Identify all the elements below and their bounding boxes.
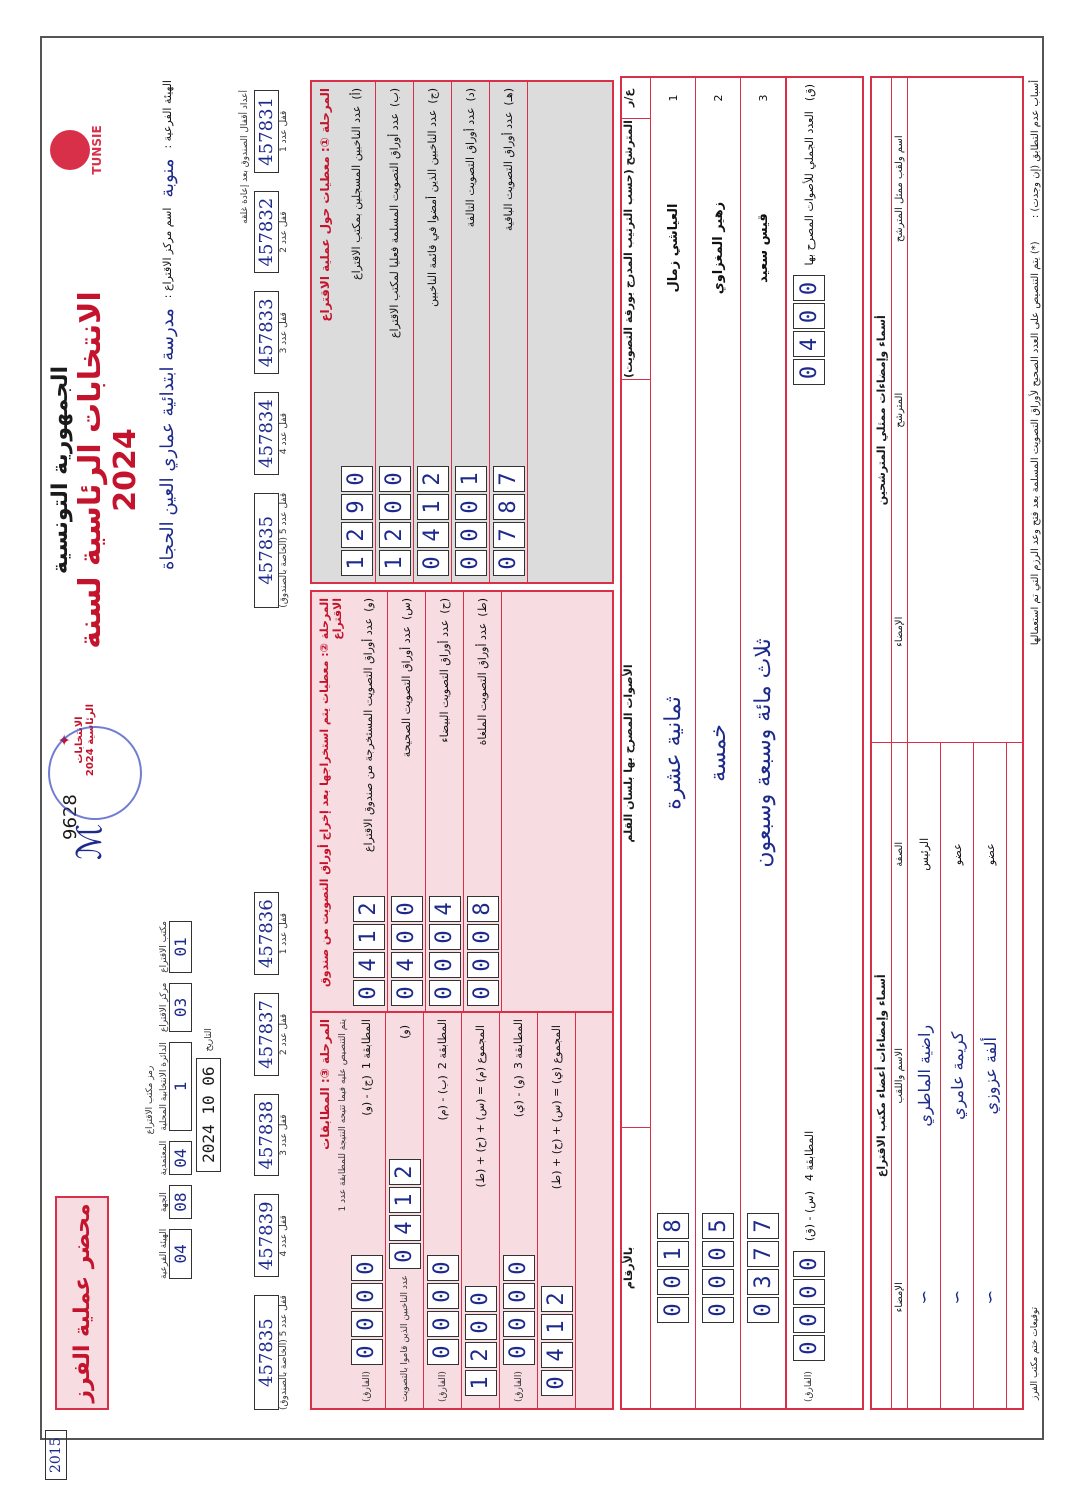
digit-cell: 2 bbox=[465, 1342, 497, 1368]
digit-cell: 0 bbox=[427, 1311, 459, 1337]
lock-value: 457835 bbox=[254, 1295, 279, 1410]
locks-before-row bbox=[254, 90, 289, 608]
reasons-label: أسباب عدم التطابق (إن وجدت) : bbox=[1030, 80, 1041, 219]
codes-row bbox=[159, 850, 192, 1350]
member-name: ألفة عزوزي bbox=[980, 1037, 1000, 1115]
candidate-votes-digits bbox=[747, 1213, 779, 1323]
code-label: مكتب الاقتراع bbox=[159, 921, 169, 973]
doc-title-box bbox=[55, 1196, 109, 1410]
match-formula: (ج) - (و) bbox=[360, 1075, 373, 1116]
digit-cell: 7 bbox=[493, 522, 525, 548]
digit-cell: 4 bbox=[353, 952, 385, 978]
code-label: الهيئة الفرعية bbox=[159, 1228, 169, 1279]
member-row bbox=[908, 744, 941, 1409]
digit-cell: 0 bbox=[427, 1255, 459, 1281]
digit-cell: 4 bbox=[429, 896, 461, 922]
digit-cell: 0 bbox=[503, 1283, 535, 1309]
digit-cell: 0 bbox=[455, 550, 487, 576]
lock-field bbox=[254, 1194, 289, 1277]
match-note: (الفارق) bbox=[361, 1371, 372, 1402]
member-role: الرئيس bbox=[917, 837, 931, 871]
members-cols bbox=[892, 744, 908, 1409]
row-digits bbox=[341, 466, 373, 576]
results-total-row bbox=[786, 78, 831, 1408]
digit-cell: 4 bbox=[793, 332, 825, 358]
row-digits bbox=[417, 466, 449, 576]
lock-label: قفل عدد 5 (الخاصة بالصندوق) bbox=[279, 492, 289, 608]
lock-value: 457838 bbox=[254, 1094, 279, 1177]
candidate-row bbox=[741, 78, 786, 1408]
digit-cell: 1 bbox=[353, 924, 385, 950]
stage3-note: يتم التنصيص عليه فيما تتيحه النتيجة للمطابقة عدد 1 bbox=[338, 1019, 348, 1212]
match4-digits bbox=[793, 1251, 825, 1361]
row-label: عدد أوراق التصويت التالفة bbox=[464, 107, 477, 228]
office-label: اسم مركز الاقتراع : bbox=[160, 207, 174, 299]
row-code: (ب) bbox=[388, 88, 401, 107]
match-row bbox=[462, 1013, 500, 1408]
code-value: 08 bbox=[169, 1186, 192, 1219]
digit-cell: 0 bbox=[465, 1286, 497, 1312]
candidate-number: 3 bbox=[756, 94, 770, 102]
code-value: 03 bbox=[169, 983, 192, 1032]
candidate-votes-words: ثمانية عشرة bbox=[660, 696, 686, 810]
digit-cell: 1 bbox=[657, 1241, 689, 1267]
row-code: (و) bbox=[362, 598, 375, 612]
digit-cell: 2 bbox=[341, 522, 373, 548]
members-block bbox=[872, 744, 1022, 1409]
lock-field bbox=[254, 1094, 289, 1177]
lock-value: 457832 bbox=[254, 191, 279, 274]
digit-cell: 1 bbox=[541, 1314, 573, 1340]
code-field bbox=[159, 983, 192, 1032]
row-code: (س) bbox=[400, 598, 413, 621]
digit-cell: 0 bbox=[541, 1370, 573, 1396]
digit-cell: 1 bbox=[379, 550, 411, 576]
match4-note: (الفارق) bbox=[804, 1371, 814, 1402]
code-field bbox=[159, 1042, 192, 1131]
members-title: أسماء وإمضاءات أعضاء مكتب الاقتراع bbox=[872, 744, 892, 1409]
candidate-row bbox=[696, 78, 741, 1408]
digit-cell: 0 bbox=[467, 980, 499, 1006]
stage-row bbox=[350, 592, 388, 1012]
lock-field bbox=[254, 90, 289, 173]
row-code: (ط) bbox=[476, 598, 489, 617]
row-label: عدد أوراق التصويت المستخرجة من صندوق الاقتراع bbox=[362, 617, 375, 853]
row-code: (ج) bbox=[426, 88, 439, 104]
isie-logo bbox=[50, 70, 140, 230]
match-note: (الفارق) bbox=[437, 1371, 448, 1402]
digit-cell: 0 bbox=[353, 980, 385, 1006]
digit-cell: 1 bbox=[341, 550, 373, 576]
digit-cell: 0 bbox=[429, 980, 461, 1006]
lock-field bbox=[254, 1295, 289, 1410]
code-field bbox=[159, 1186, 192, 1219]
results-col-num: ع/ر bbox=[622, 78, 650, 119]
row-digits bbox=[455, 466, 487, 576]
digit-cell: 0 bbox=[379, 494, 411, 520]
candidate-name: العياشي زمال bbox=[665, 203, 681, 293]
member-signature: ∼ bbox=[913, 1289, 935, 1305]
candidate-votes-digits-cell bbox=[702, 1128, 734, 1408]
digit-cell: 0 bbox=[467, 924, 499, 950]
digit-cell: 2 bbox=[389, 1159, 421, 1185]
match-row bbox=[348, 1013, 386, 1408]
digit-cell: 0 bbox=[351, 1255, 383, 1281]
delegation-value: منوبة bbox=[156, 158, 178, 198]
digit-cell: 4 bbox=[391, 952, 423, 978]
lock-value: 457839 bbox=[254, 1194, 279, 1277]
chair-sig-label: توقيعات ختم مكتب الفرز bbox=[1030, 1306, 1040, 1400]
date-value: 2024 10 06 bbox=[196, 1058, 221, 1172]
stage-row bbox=[376, 82, 414, 582]
election-title: الانتخابات الرئاسية لسنة 2024 bbox=[73, 291, 143, 649]
member-name: راضية الماطري bbox=[914, 1024, 934, 1127]
codes-title: رمز مكتب الاقتراع bbox=[145, 1065, 155, 1135]
digit-cell: 8 bbox=[657, 1213, 689, 1239]
row-label: عدد أوراق التصويت الباقية bbox=[502, 111, 515, 231]
digit-cell: 0 bbox=[503, 1311, 535, 1337]
match-digits bbox=[427, 1255, 459, 1365]
code-value: 04 bbox=[169, 1141, 192, 1176]
digit-cell: 0 bbox=[429, 924, 461, 950]
office-line bbox=[150, 80, 184, 780]
match-formula: المجموع (م) = (س) + (ح) + (ط) bbox=[474, 1025, 487, 1188]
digit-cell: 0 bbox=[503, 1255, 535, 1281]
row-code: (د) bbox=[464, 88, 477, 102]
digit-cell: 0 bbox=[429, 952, 461, 978]
member-signature: ∼ bbox=[946, 1289, 968, 1305]
lock-field bbox=[254, 493, 289, 608]
total-label: العدد الجملي للأصوات المصرح بها bbox=[802, 111, 816, 266]
reps-block bbox=[872, 78, 1022, 744]
stage3-panel bbox=[310, 1011, 614, 1410]
stage-row bbox=[464, 592, 502, 1012]
col-header: الصفة bbox=[894, 841, 905, 867]
digit-cell: 0 bbox=[391, 896, 423, 922]
match-note: (الفارق) bbox=[513, 1371, 524, 1402]
row-label: عدد أوراق التصويت البيضاء bbox=[438, 619, 451, 743]
candidate-votes-digits bbox=[702, 1213, 734, 1323]
row-digits bbox=[467, 896, 499, 1006]
digit-cell: 0 bbox=[702, 1241, 734, 1267]
match-row bbox=[386, 1013, 424, 1408]
digit-cell: 0 bbox=[467, 952, 499, 978]
doc-title: محضر عملية الفرز bbox=[69, 1203, 95, 1403]
delegation-label: الهيئة الفرعية : bbox=[160, 80, 174, 149]
tunisia-emblem-icon bbox=[50, 130, 90, 170]
footer-note bbox=[1030, 80, 1041, 980]
digit-cell: 2 bbox=[541, 1286, 573, 1312]
lock-label: قفل عدد 2 bbox=[279, 211, 289, 253]
office-value: مدرسة ابتدائية عماري العين الحجاة bbox=[156, 308, 178, 570]
digit-cell: 0 bbox=[341, 466, 373, 492]
code-label: الدائرة الانتخابية المحلية bbox=[159, 1042, 169, 1131]
member-signature: ∼ bbox=[979, 1289, 1001, 1305]
code-label: المعتمدية bbox=[159, 1140, 169, 1176]
serial-number: 9628 bbox=[60, 794, 81, 840]
stage2-rows bbox=[350, 592, 502, 1012]
digit-cell: 2 bbox=[417, 466, 449, 492]
row-digits bbox=[429, 896, 461, 1006]
row-code: (ح) bbox=[438, 598, 451, 614]
digit-cell: 4 bbox=[417, 522, 449, 548]
candidate-votes-digits bbox=[657, 1213, 689, 1323]
match-row bbox=[538, 1013, 576, 1408]
row-digits bbox=[353, 896, 385, 1006]
match-label: المطابقة 1 bbox=[360, 1019, 373, 1070]
codes-block bbox=[145, 850, 235, 1350]
digit-cell: 0 bbox=[379, 466, 411, 492]
digit-cell: 7 bbox=[747, 1213, 779, 1239]
handwritten-signature: ℳ bbox=[70, 823, 110, 860]
lock-value: 457831 bbox=[254, 90, 279, 173]
isie-text: TUNSIE bbox=[90, 125, 104, 175]
digit-cell: 0 bbox=[351, 1339, 383, 1365]
results-rows bbox=[651, 78, 786, 1408]
candidate-votes-words: ثلاث مائة وسبعة وسبعون bbox=[750, 638, 776, 868]
col-header: الإمضاء bbox=[894, 1282, 905, 1313]
match-formula: المجموع (ي) = (س) + (ح) + (ط) bbox=[550, 1025, 563, 1190]
digit-cell: 0 bbox=[391, 980, 423, 1006]
results-col-words: الأصوات المصرح بها بلسان القلم bbox=[622, 380, 650, 1128]
lock-label: قفل عدد 4 bbox=[279, 412, 289, 455]
lock-label: قفل عدد 1 bbox=[279, 913, 289, 955]
digit-cell: 1 bbox=[465, 1370, 497, 1396]
match-label: المطابقة 3 bbox=[512, 1019, 525, 1070]
lock-value: 457834 bbox=[254, 392, 279, 475]
stage1-panel bbox=[310, 80, 614, 584]
lock-label: قفل عدد 1 bbox=[279, 110, 289, 152]
results-header bbox=[622, 78, 651, 1408]
digit-cell: 5 bbox=[702, 1213, 734, 1239]
lock-label: قفل عدد 3 bbox=[279, 312, 289, 354]
digit-cell: 2 bbox=[353, 896, 385, 922]
row-digits bbox=[391, 896, 423, 1006]
locks-title: أعداد أقفال الصندوق بعد إعادة غلقه bbox=[240, 90, 250, 224]
col-header: المترشح bbox=[894, 392, 905, 428]
row-label: عدد الناخبين الذين أمضوا في قائمة الناخبين bbox=[426, 109, 439, 307]
digit-cell: 4 bbox=[541, 1342, 573, 1368]
match-formula: (ب) - (م) bbox=[436, 1075, 449, 1121]
member-name: كريمة عامري bbox=[947, 1031, 967, 1120]
code-value: 04 bbox=[169, 1229, 192, 1279]
lock-field bbox=[254, 191, 289, 274]
digit-cell: 0 bbox=[657, 1297, 689, 1323]
code-value: 01 bbox=[169, 921, 192, 973]
results-col-digits: بالأرقام bbox=[622, 1246, 635, 1290]
digit-cell: 3 bbox=[747, 1269, 779, 1295]
member-role: عضو bbox=[950, 843, 964, 866]
locks-block bbox=[240, 90, 300, 1410]
digit-cell: 0 bbox=[351, 1283, 383, 1309]
match4-formula: (س) - (ق) bbox=[802, 1191, 816, 1242]
candidate-votes-words: خمسة bbox=[705, 724, 731, 782]
page-stamp: 2015 bbox=[45, 1430, 67, 1480]
digit-cell: 2 bbox=[379, 522, 411, 548]
digit-cell: 0 bbox=[747, 1297, 779, 1323]
digit-cell: 0 bbox=[702, 1297, 734, 1323]
total-digits bbox=[793, 276, 825, 386]
stage-row bbox=[452, 82, 490, 582]
lock-value: 457837 bbox=[254, 993, 279, 1076]
digit-cell: 0 bbox=[389, 1243, 421, 1269]
stage3-title: المرحلة ③: المطابقات bbox=[318, 1019, 332, 1150]
total-code: (ق) bbox=[802, 84, 816, 102]
lock-field bbox=[254, 993, 289, 1076]
digit-cell: 0 bbox=[793, 304, 825, 330]
digit-cell: 0 bbox=[793, 1251, 825, 1277]
row-digits bbox=[379, 466, 411, 576]
match-row bbox=[500, 1013, 538, 1408]
digit-cell: 0 bbox=[657, 1269, 689, 1295]
digit-cell: 1 bbox=[417, 494, 449, 520]
footer-note-text: (*) يتم التنصيص على العدد الصحيح لأوراق التصويت المسلمة بعد فتح وعد الرزم التي تم استعمالها bbox=[1030, 241, 1041, 646]
digit-cell: 8 bbox=[493, 494, 525, 520]
candidate-number: 2 bbox=[711, 94, 725, 102]
match-formula: (و) bbox=[398, 1025, 411, 1039]
match-row bbox=[424, 1013, 462, 1408]
results-panel bbox=[620, 76, 864, 1410]
code-value: 1 bbox=[169, 1042, 192, 1131]
match-digits bbox=[351, 1255, 383, 1365]
date-label: التاريخ bbox=[203, 1028, 214, 1052]
stage-row bbox=[388, 592, 426, 1012]
code-field bbox=[159, 1229, 192, 1279]
match4-label: المطابقة 4 bbox=[802, 1130, 816, 1182]
match-label: المطابقة 2 bbox=[436, 1019, 449, 1070]
lock-value: 457833 bbox=[254, 291, 279, 374]
members-rows bbox=[908, 744, 1007, 1409]
digit-cell: 0 bbox=[351, 1311, 383, 1337]
member-row bbox=[941, 744, 974, 1409]
official-stamp-icon bbox=[48, 726, 142, 820]
digit-cell: 0 bbox=[455, 522, 487, 548]
stage1-title: المرحلة ①: معطيات حول عملية الاقتراع bbox=[318, 88, 332, 322]
stage-row bbox=[426, 592, 464, 1012]
candidate-number: 1 bbox=[666, 94, 680, 102]
digit-cell: 0 bbox=[465, 1314, 497, 1340]
match-note: عدد الناخبين الذين قاموا بالتصويت bbox=[399, 1275, 410, 1402]
col-header: الإمضاء bbox=[894, 616, 905, 647]
code-field bbox=[159, 1141, 192, 1176]
member-role: عضو bbox=[983, 843, 997, 866]
digit-cell: 0 bbox=[793, 276, 825, 302]
lock-label: قفل عدد 2 bbox=[279, 1013, 289, 1056]
row-digits bbox=[493, 466, 525, 576]
stage-row bbox=[490, 82, 528, 582]
candidate-row bbox=[651, 78, 696, 1408]
digit-cell: 0 bbox=[493, 550, 525, 576]
results-col-candidate: المترشح (حسب الترتيب المدرج بورقة التصويت) bbox=[622, 119, 650, 380]
row-label: عدد أوراق التصويت الصحيحة bbox=[400, 626, 413, 758]
match-digits bbox=[465, 1286, 497, 1396]
digit-cell: 7 bbox=[493, 466, 525, 492]
digit-cell: 0 bbox=[427, 1283, 459, 1309]
digit-cell: 0 bbox=[702, 1269, 734, 1295]
stage2-panel bbox=[310, 590, 614, 1014]
row-label: عدد أوراق التصويت الملغاة bbox=[476, 622, 489, 746]
candidate-votes-digits-cell bbox=[747, 1128, 779, 1408]
match-digits bbox=[541, 1286, 573, 1396]
code-field bbox=[159, 921, 192, 973]
col-header: اسم ولقب ممثل المترشح bbox=[894, 135, 905, 243]
lock-field bbox=[254, 892, 289, 975]
digit-cell: 1 bbox=[389, 1187, 421, 1213]
lock-label: قفل عدد 3 bbox=[279, 1114, 289, 1156]
stage2-title: المرحلة ②: معطيات يتم استخراجها بعد إخراج أوراق التصويت من صندوق الاقتراع bbox=[318, 598, 344, 988]
code-label: مركز الاقتراع bbox=[159, 982, 169, 1033]
reps-title: أسماء وإمضاءات ممثلي المترشحين bbox=[872, 78, 892, 743]
match-digits bbox=[503, 1255, 535, 1365]
locks-after-row bbox=[254, 892, 289, 1410]
candidate-votes-digits-cell bbox=[657, 1128, 689, 1408]
digit-cell: 0 bbox=[417, 550, 449, 576]
digit-cell: 0 bbox=[503, 1339, 535, 1365]
digit-cell: 0 bbox=[391, 924, 423, 950]
member-row bbox=[974, 744, 1007, 1409]
match-formula: (و) - (ي) bbox=[512, 1075, 525, 1118]
row-label: عدد أوراق التصويت المسلمة فعليا لمكتب الاقتراع bbox=[388, 112, 401, 339]
lock-label: قفل عدد 4 bbox=[279, 1215, 289, 1257]
lock-field bbox=[254, 392, 289, 475]
candidate-name: زهير المغزاوي bbox=[710, 201, 726, 295]
republic-title: الجمهورية التونسية bbox=[48, 365, 73, 575]
row-label: عدد الناخبين المسجلين بمكتب الاقتراع bbox=[350, 105, 363, 280]
digit-cell: 9 bbox=[341, 494, 373, 520]
match-digits bbox=[389, 1159, 421, 1269]
lock-value: 457836 bbox=[254, 892, 279, 975]
digit-cell: 1 bbox=[455, 466, 487, 492]
row-code: (أ) bbox=[350, 88, 363, 100]
digit-cell: 0 bbox=[793, 1307, 825, 1333]
header-titles bbox=[48, 250, 143, 690]
digit-cell: 0 bbox=[793, 360, 825, 386]
col-header: الاسم واللقب bbox=[894, 1047, 905, 1104]
digit-cell: 0 bbox=[455, 494, 487, 520]
election-logo-text: الانتخابات الرئاسية 2024 bbox=[74, 703, 96, 777]
digit-cell: 8 bbox=[467, 896, 499, 922]
signatures-panel bbox=[870, 76, 1024, 1410]
reps-cols bbox=[892, 78, 908, 743]
code-label: الجهة bbox=[159, 1192, 169, 1213]
lock-value: 457835 bbox=[254, 493, 279, 608]
lock-label: قفل عدد 5 (الخاصة بالصندوق) bbox=[279, 1295, 289, 1410]
digit-cell: 4 bbox=[389, 1215, 421, 1241]
election-logo: ✦ الانتخابات الرئاسية 2024 bbox=[55, 700, 96, 780]
stage-row bbox=[414, 82, 452, 582]
digit-cell: 0 bbox=[793, 1279, 825, 1305]
digit-cell: 7 bbox=[747, 1241, 779, 1267]
digit-cell: 0 bbox=[427, 1339, 459, 1365]
digit-cell: 0 bbox=[793, 1335, 825, 1361]
stage3-rows bbox=[348, 1013, 576, 1408]
candidate-name: قيس سعيد bbox=[755, 213, 771, 283]
stage-row bbox=[338, 82, 376, 582]
lock-field bbox=[254, 291, 289, 374]
row-code: (هـ) bbox=[502, 88, 515, 106]
stage1-rows bbox=[338, 82, 528, 582]
